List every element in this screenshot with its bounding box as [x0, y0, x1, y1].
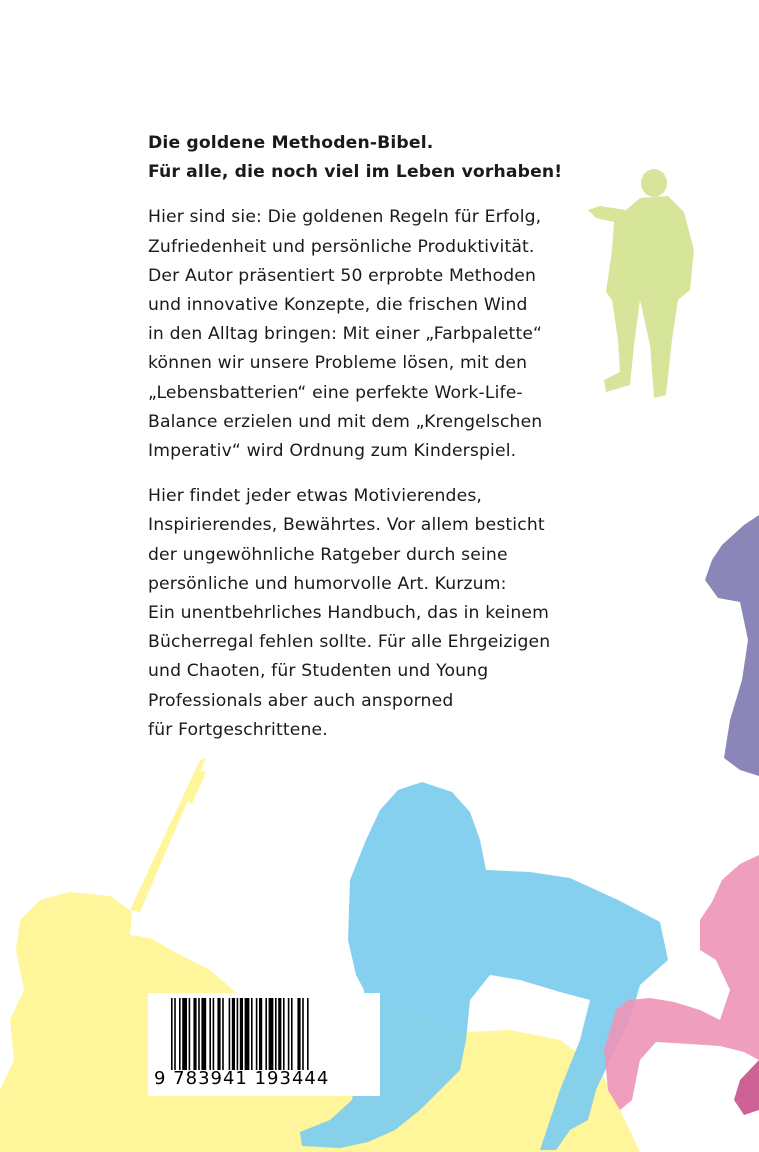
barcode-bar	[193, 998, 196, 1070]
text-line: und innovative Konzepte, die frischen Wind	[148, 295, 528, 316]
barcode-bar	[302, 998, 304, 1070]
barcode-bar	[189, 998, 191, 1070]
barcode-bar	[269, 998, 274, 1070]
text-line: Inspirierendes, Bewährtes. Vor allem besticht	[148, 515, 545, 536]
barcode-bar	[209, 998, 211, 1070]
barcode-bar	[291, 998, 293, 1070]
barcode-bar	[232, 998, 235, 1070]
barcode-bar	[278, 998, 281, 1070]
barcode-bar	[171, 998, 173, 1070]
text-line: persönliche und humorvolle Art. Kurzum:	[148, 573, 507, 594]
text-line: Hier findet jeder etwas Motivierendes,	[148, 486, 483, 507]
text-line: „Lebensbatterien“ eine perfekte Work-Life-	[148, 382, 523, 403]
headline-line: Die goldene Methoden-Bibel.	[148, 133, 434, 153]
barcode-bar	[179, 998, 181, 1070]
barcode-bar	[256, 998, 258, 1070]
text-line: Ein unentbehrliches Handbuch, das in keinem	[148, 603, 549, 624]
text-line: Der Autor präsentiert 50 erprobte Methoden	[148, 265, 537, 286]
text-line: Professionals aber auch ansporned	[148, 690, 454, 711]
pointing-man-silhouette	[588, 169, 694, 398]
barcode-bar	[217, 998, 220, 1070]
text-line: Zufriedenheit und persönliche Produktivität.	[148, 236, 535, 257]
text-line: und Chaoten, für Studenten und Young	[148, 661, 489, 682]
headline-line: Für alle, die noch viel im Leben vorhaben!	[148, 162, 563, 183]
isbn-barcode	[148, 993, 380, 1096]
text-line: können wir unsere Probleme lösen, mit den	[148, 353, 528, 374]
barcode-bar	[229, 998, 231, 1070]
barcode-bar	[307, 998, 309, 1070]
barcode-bar	[222, 998, 224, 1070]
barcode-bar	[182, 998, 187, 1070]
barcode-bar	[259, 998, 262, 1070]
barcode-bar	[245, 998, 250, 1070]
text-line: für Fortgeschrittene.	[148, 719, 328, 740]
text-line: Imperativ“ wird Ordnung zum Kinderspiel.	[148, 441, 517, 462]
description-paragraph	[148, 482, 578, 745]
back-cover-text	[148, 129, 578, 761]
text-line: Balance erzielen und mit dem „Krengelschen	[148, 411, 543, 432]
barcode-bar	[213, 998, 215, 1070]
barcode-bar	[201, 998, 206, 1070]
purple-figure-silhouette	[705, 515, 759, 776]
isbn-digits: 9 783941 193444	[154, 1068, 330, 1089]
barcode-bar	[275, 998, 277, 1070]
barcode-bar	[288, 998, 290, 1070]
barcode-bar	[198, 998, 200, 1070]
barcode-bar	[251, 998, 253, 1070]
text-line: der ungewöhnliche Ratgeber durch seine	[148, 544, 508, 565]
barcode-bar	[297, 998, 300, 1070]
barcode-bar	[237, 998, 239, 1070]
text-line: Hier sind sie: Die goldenen Regeln für Erfolg,	[148, 207, 542, 228]
headline	[148, 129, 578, 187]
barcode-bar	[265, 998, 267, 1070]
barcode-bar	[283, 998, 285, 1070]
barcode-bar	[174, 998, 176, 1070]
barcode-bar	[240, 998, 243, 1070]
text-line: in den Alltag bringen: Mit einer „Farbpalette“	[148, 324, 543, 345]
text-line: Bücherregal fehlen sollte. Für alle Ehrgeizigen	[148, 632, 551, 653]
barcode-bars	[171, 998, 361, 1070]
description-paragraph	[148, 203, 578, 466]
